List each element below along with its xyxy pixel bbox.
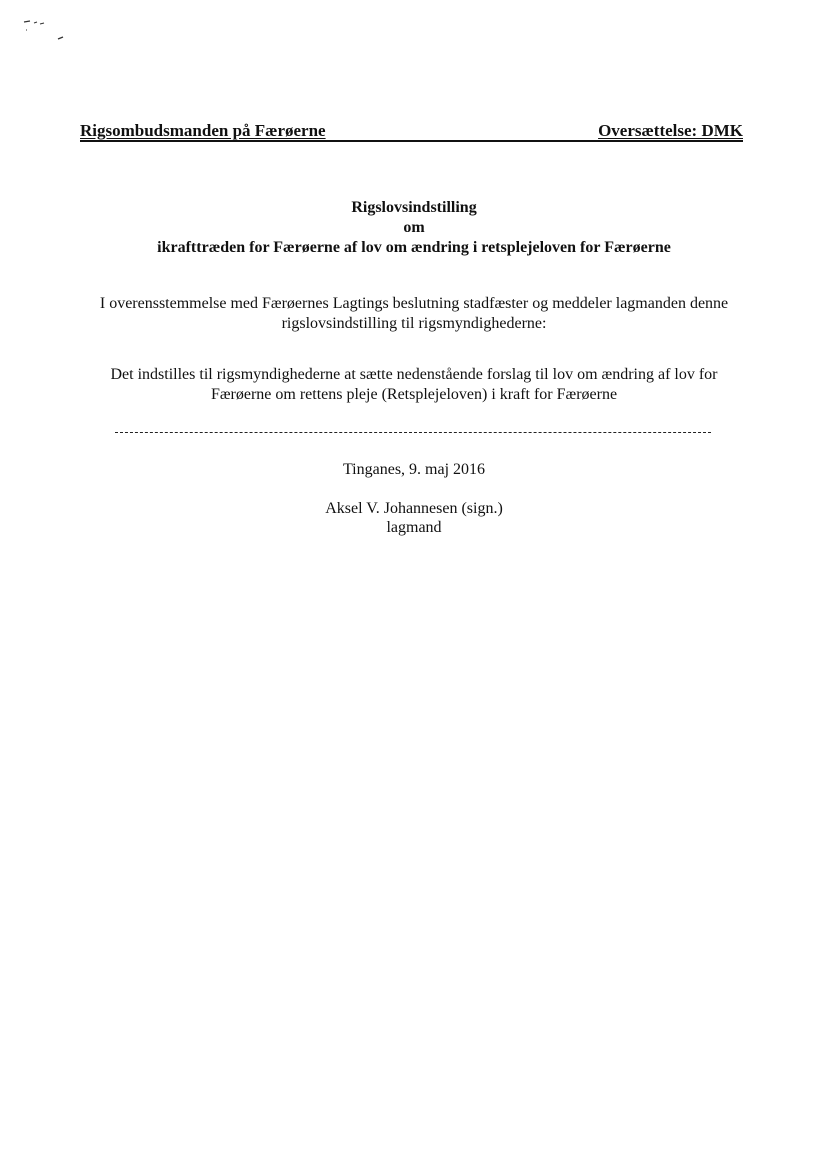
dashed-divider	[115, 432, 711, 433]
scan-artifact-marks	[20, 14, 70, 44]
signatory-role: lagmand	[386, 519, 442, 536]
paragraph-recommendation	[60, 365, 768, 405]
header-sender: Rigsombudsmanden på Færøerne	[80, 121, 326, 140]
place-date: Tinganes, 9. maj 2016	[342, 461, 486, 478]
document-header	[80, 121, 743, 142]
header-translation-note: Oversættelse: DMK	[598, 121, 743, 140]
paragraph-1-line-1: I overensstemmelse med Færøernes Lagtings beslutning stadfæster og meddeler lagmanden denne	[99, 295, 729, 312]
paragraph-2-line-2: Færøerne om rettens pleje (Retsplejeloven) i kraft for Færøerne	[210, 386, 618, 403]
document-title	[0, 198, 828, 258]
title-line-1: Rigslovsindstilling	[351, 199, 477, 216]
paragraph-1-line-2: rigslovsindstilling til rigsmyndighederne:	[281, 315, 547, 332]
paragraph-resolution	[60, 294, 768, 334]
paragraph-2-line-1: Det indstilles til rigsmyndighederne at sætte nedenstående forslag til lov om ændring af lov for	[110, 366, 718, 383]
signatory-name: Aksel V. Johannesen (sign.)	[325, 500, 503, 517]
title-line-2: om	[403, 219, 425, 236]
title-line-3: ikrafttræden for Færøerne af lov om ændring i retsplejeloven for Færøerne	[157, 239, 671, 256]
